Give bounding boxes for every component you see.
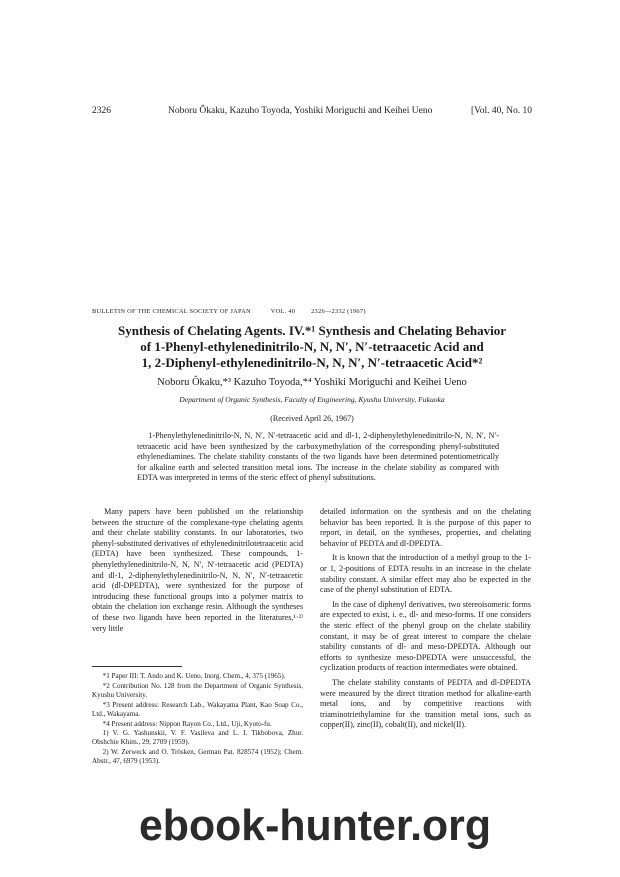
footnote-divider [92,666,182,667]
body-paragraph: It is known that the introduction of a methyl group to the 1- or 1, 2-positions of EDTA results in an increase in the chelate stability constant. A similar effect may also be expected in the case of the phenyl substitution of EDTA. [320,553,531,595]
author-list: Noboru Ôkaku,*³ Kazuho Toyoda,*⁴ Yoshiki Moriguchi and Keihei Ueno [157,377,467,388]
article-title [92,323,532,371]
body-paragraph: In the case of diphenyl derivatives, two stereoisomeric forms are expected to exist, i. e., dl- and meso-forms. If one considers the steric effect of the phenyl group on the chelate stability constant, it may be of great interest to compare the chelate stability constants of dl- and meso-DPEDTA. Although our efforts to synthesize meso-DPEDTA were unsuccessful, the cyclization products of reaction intermediates were obtained. [320,599,531,673]
footnote: *3 Present address: Research Lab., Wakayama Plant, Kao Soap Co., Ltd., Wakayama. [92,700,303,718]
body-paragraph: detailed information on the synthesis and on the chelating behavior has been reported. It is the purpose of this paper to report, in detail, on the syntheses, properties, and chelating behavior of PEDTA and dl-DPEDTA. [320,507,531,548]
body-paragraph: Many papers have been published on the relationship between the structure of the complexane-type chelating agents and their chelate stability constants. In our laboratories, two phenyl-substituted derivatives of ethylenedinitrilotetraacetic acid (EDTA) have been synthesized. These compounds, 1-phenylethylenedinitrilo-N, N, N′, N′-tetraacetic acid (PEDTA) and dl-1, 2-diphenylethylenedinitrilo-N, N, N′, N′-tetraacetic acid (dl-DPEDTA), were synthesized for the purpose of introducing these functional groups into a polymer matrix to obtain the chelation ion exchange resin. Although the syntheses of these two ligands have been reported in the literatures,¹·²⁾ very little [92,507,303,633]
footnote: 1) V. G. Yashunskii, V. F. Vasileva and L. I. Tikbobova, Zhur. Obshchie Khim., 29, 2709 (1959). [92,729,303,747]
footnote: *2 Contribution No. 128 from the Department of Organic Synthesis, Kyushu University. [92,681,303,699]
journal-citation-line [92,308,532,315]
journal-volume: VOL. 40 [270,308,296,315]
footnote: *4 Present address: Nippon Rayon Co., Ltd., Uji, Kyoto-fu. [102,719,272,728]
page-number: 2326 [92,106,111,116]
watermark-logo [135,798,495,852]
footnote: 2) W. Zerweck and O. Trösken, German Pat. 828574 (1952); Chem. Abstr., 47, 6979 (1953). [92,748,303,766]
abstract [137,431,499,484]
journal-name: BULLETIN OF THE CHEMICAL SOCIETY OF JAPAN [92,308,251,315]
footnote: *1 Paper III: T. Ando and K. Ueno, Inorg. Chem., 4, 375 (1965). [102,672,286,680]
watermark-text: ebook-hunter.org [139,801,491,850]
running-head-volume: [Vol. 40, No. 10 [470,106,532,116]
title-line-1: Synthesis of Chelating Agents. IV.*¹ Synthesis and Chelating Behavior [118,323,506,338]
title-line-3: 1, 2-Diphenyl-ethylenedinitrilo-N, N, N′, N′-tetraacetic Acid*² [141,355,483,370]
received-date: (Received April 26, 1967) [270,414,354,423]
journal-pages-year: 2326—2332 (1967) [311,308,366,315]
footnotes [92,672,303,767]
abstract-text: 1-Phenylethylenedinitrilo-N, N, N′, N′-tetraacetic acid and dl-1, 2-diphenylethylenedinitrilo-N, N, N′, N′-tetraacetic acid have been synthesized by the carboxymethylation of the corresponding phenyl-substituted ethylenediamines. The chelate stability constants of the two ligands have been determined potentiometrically for alkaline earth and selected transition metal ions. The increase in the chelate stability as compared with EDTA was interpreted in terms of the steric effect of phenyl substitutions. [137,431,499,483]
body-column-right [320,507,531,735]
affiliation: Department of Organic Synthesis, Faculty of Engineering, Kyushu University, Fukuoka [179,395,445,404]
body-column-left [92,507,303,638]
title-line-2: of 1-Phenyl-ethylenedinitrilo-N, N, N′, N′-tetraacetic Acid and [140,339,484,354]
body-paragraph: The chelate stability constants of PEDTA and dl-DPEDTA were measured by the direct titration method for alkaline-earth metal ions, and by competitive reactions with triaminotriethylamine for the transition metal ions, such as copper(II), zinc(II), cobalt(II), and nickel(II). [320,677,531,730]
running-head-authors: Noboru Ôkaku, Kazuho Toyoda, Yoshiki Moriguchi and Keihei Ueno [168,106,433,116]
